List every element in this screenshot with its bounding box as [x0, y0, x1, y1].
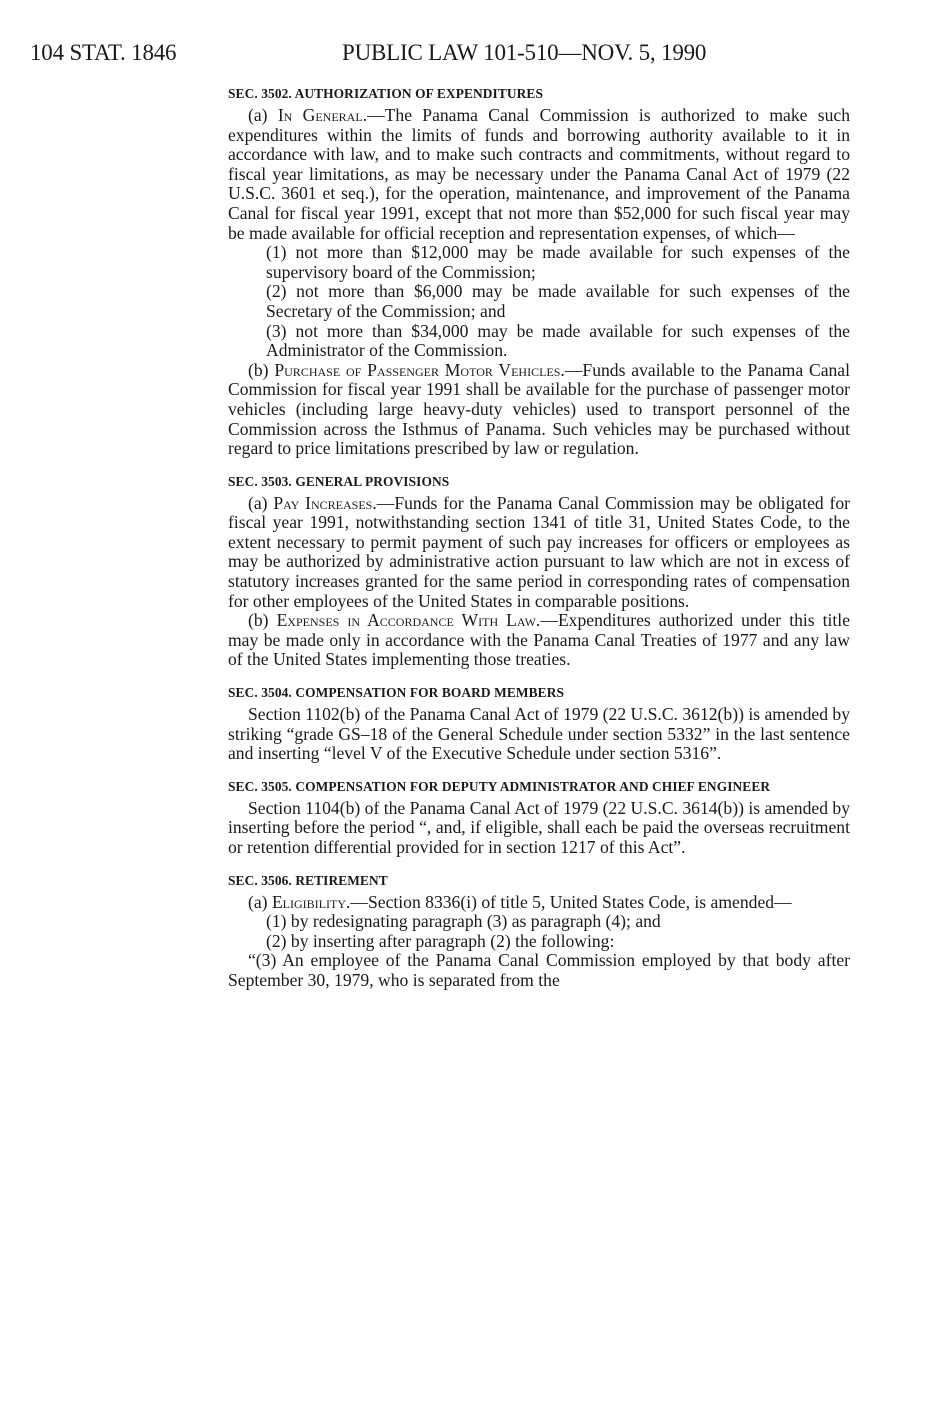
statute-body: [228, 86, 850, 991]
paragraph-3502-a-3: (3) not more than $34,000 may be made available for such expenses of the Administrator of the Commission.: [266, 320, 850, 361]
section-text-3505: Section 1104(b) of the Panama Canal Act of 1979 (22 U.S.C. 3614(b)) is amended by inserting before the period “, and, if eligible, shall each be paid the overseas recruitment or retention differential provided for in section 1217 of this Act”.: [228, 797, 850, 857]
quoted-text-3506: “(3) An employee of the Panama Canal Commission employed by that body after September 30, 1979, who is separated from the: [228, 950, 850, 990]
paragraph-3502-a-1: (1) not more than $12,000 may be made available for such expenses of the supervisory board of the Commission;: [266, 242, 850, 282]
subsection-text: —The Panama Canal Commission is authorized to make such expenditures within the limits of funds and borrowing authority available to it in accordance with law, and to make such contracts and commitments, without regard to fiscal year limitations, as may be necessary under the Panama Canal Act of 1979 (22 U.S.C. 3601 et seq.), for the operation, maintenance, and improvement of the Panama Canal for fiscal year 1991, except that not more than $52,000 for such fiscal year may be made available for official reception and representation expenses, of which—: [228, 105, 850, 243]
subsection-3502-b: [228, 361, 850, 459]
subsection-label: (b): [248, 359, 275, 380]
public-law-citation: PUBLIC LAW 101-510—NOV. 5, 1990: [342, 40, 707, 65]
section-heading-3502: SEC. 3502. AUTHORIZATION OF EXPENDITURES: [228, 86, 544, 101]
section-heading-3505: SEC. 3505. COMPENSATION FOR DEPUTY ADMINISTRATOR AND CHIEF ENGINEER: [228, 778, 771, 794]
subsection-text: —Funds available to the Panama Canal Commission for fiscal year 1991 shall be available for the purchase of passenger motor vehicles (including large heavy-duty vehicles) used to transport personnel of the Commission across the Isthmus of Panama. Such vehicles may be purchased without regard to price limitations prescribed by law or regulation.: [228, 359, 851, 459]
subsection-caption: Purchase of Passenger Motor Vehicles.: [274, 359, 565, 380]
subsection-3506-a: [228, 893, 850, 913]
section-spacer: [228, 764, 850, 779]
stat-page-number: 104 STAT. 1846: [30, 40, 177, 65]
section-spacer: [228, 858, 850, 873]
subsection-3502-a: [228, 106, 850, 243]
paragraph-3506-a-2: (2) by inserting after paragraph (2) the following:: [266, 930, 615, 951]
subsection-caption: In General.: [277, 105, 368, 125]
subsection-3503-b: [228, 611, 850, 670]
subsection-text: —Expenditures authorized under this title may be made only in accordance with the Panama Canal Treaties of 1977 and any law of the United States implementing those treaties.: [228, 610, 851, 670]
section-text-3504: Section 1102(b) of the Panama Canal Act of 1979 (22 U.S.C. 3612(b)) is amended by striking “grade GS–18 of the General Schedule under section 5332” in the last sentence and inserting “level V of the Executive Schedule under section 5316”.: [228, 704, 850, 764]
paragraph-3502-a-2: (2) not more than $6,000 may be made available for such expenses of the Secretary of the Commission; and: [266, 281, 850, 321]
subsection-text: —Section 8336(i) of title 5, United States Code, is amended—: [350, 891, 792, 912]
paragraph-3506-a-1: (1) by redesignating paragraph (3) as paragraph (4); and: [266, 911, 661, 932]
subsection-3503-a: [228, 494, 850, 612]
section-spacer: [228, 670, 850, 685]
section-heading-3506: SEC. 3506. RETIREMENT: [228, 872, 388, 888]
subsection-label: (b): [248, 610, 277, 631]
subsection-label: (a): [248, 105, 278, 125]
section-spacer: [228, 459, 850, 474]
subsection-caption: Pay Increases.: [273, 492, 377, 513]
subsection-caption: Eligibility.: [271, 891, 351, 912]
running-header: [30, 40, 830, 70]
subsection-text: —Funds for the Panama Canal Commission may be obligated for fiscal year 1991, notwithstanding section 1341 of title 31, United States Code, to the extent necessary to permit payment of such pay increases for officers or employees as may be authorized by administrative action pursuant to law which are not in excess of statutory increases granted for the same period in corresponding rates of compensation for other employees of the United States in comparable positions.: [228, 492, 850, 611]
section-heading-3503: SEC. 3503. GENERAL PROVISIONS: [228, 473, 450, 489]
subsection-caption: Expenses in Accordance With Law.: [276, 610, 541, 631]
subsection-label: (a): [248, 891, 272, 912]
subsection-label: (a): [248, 492, 274, 513]
section-heading-3504: SEC. 3504. COMPENSATION FOR BOARD MEMBERS: [228, 685, 565, 701]
